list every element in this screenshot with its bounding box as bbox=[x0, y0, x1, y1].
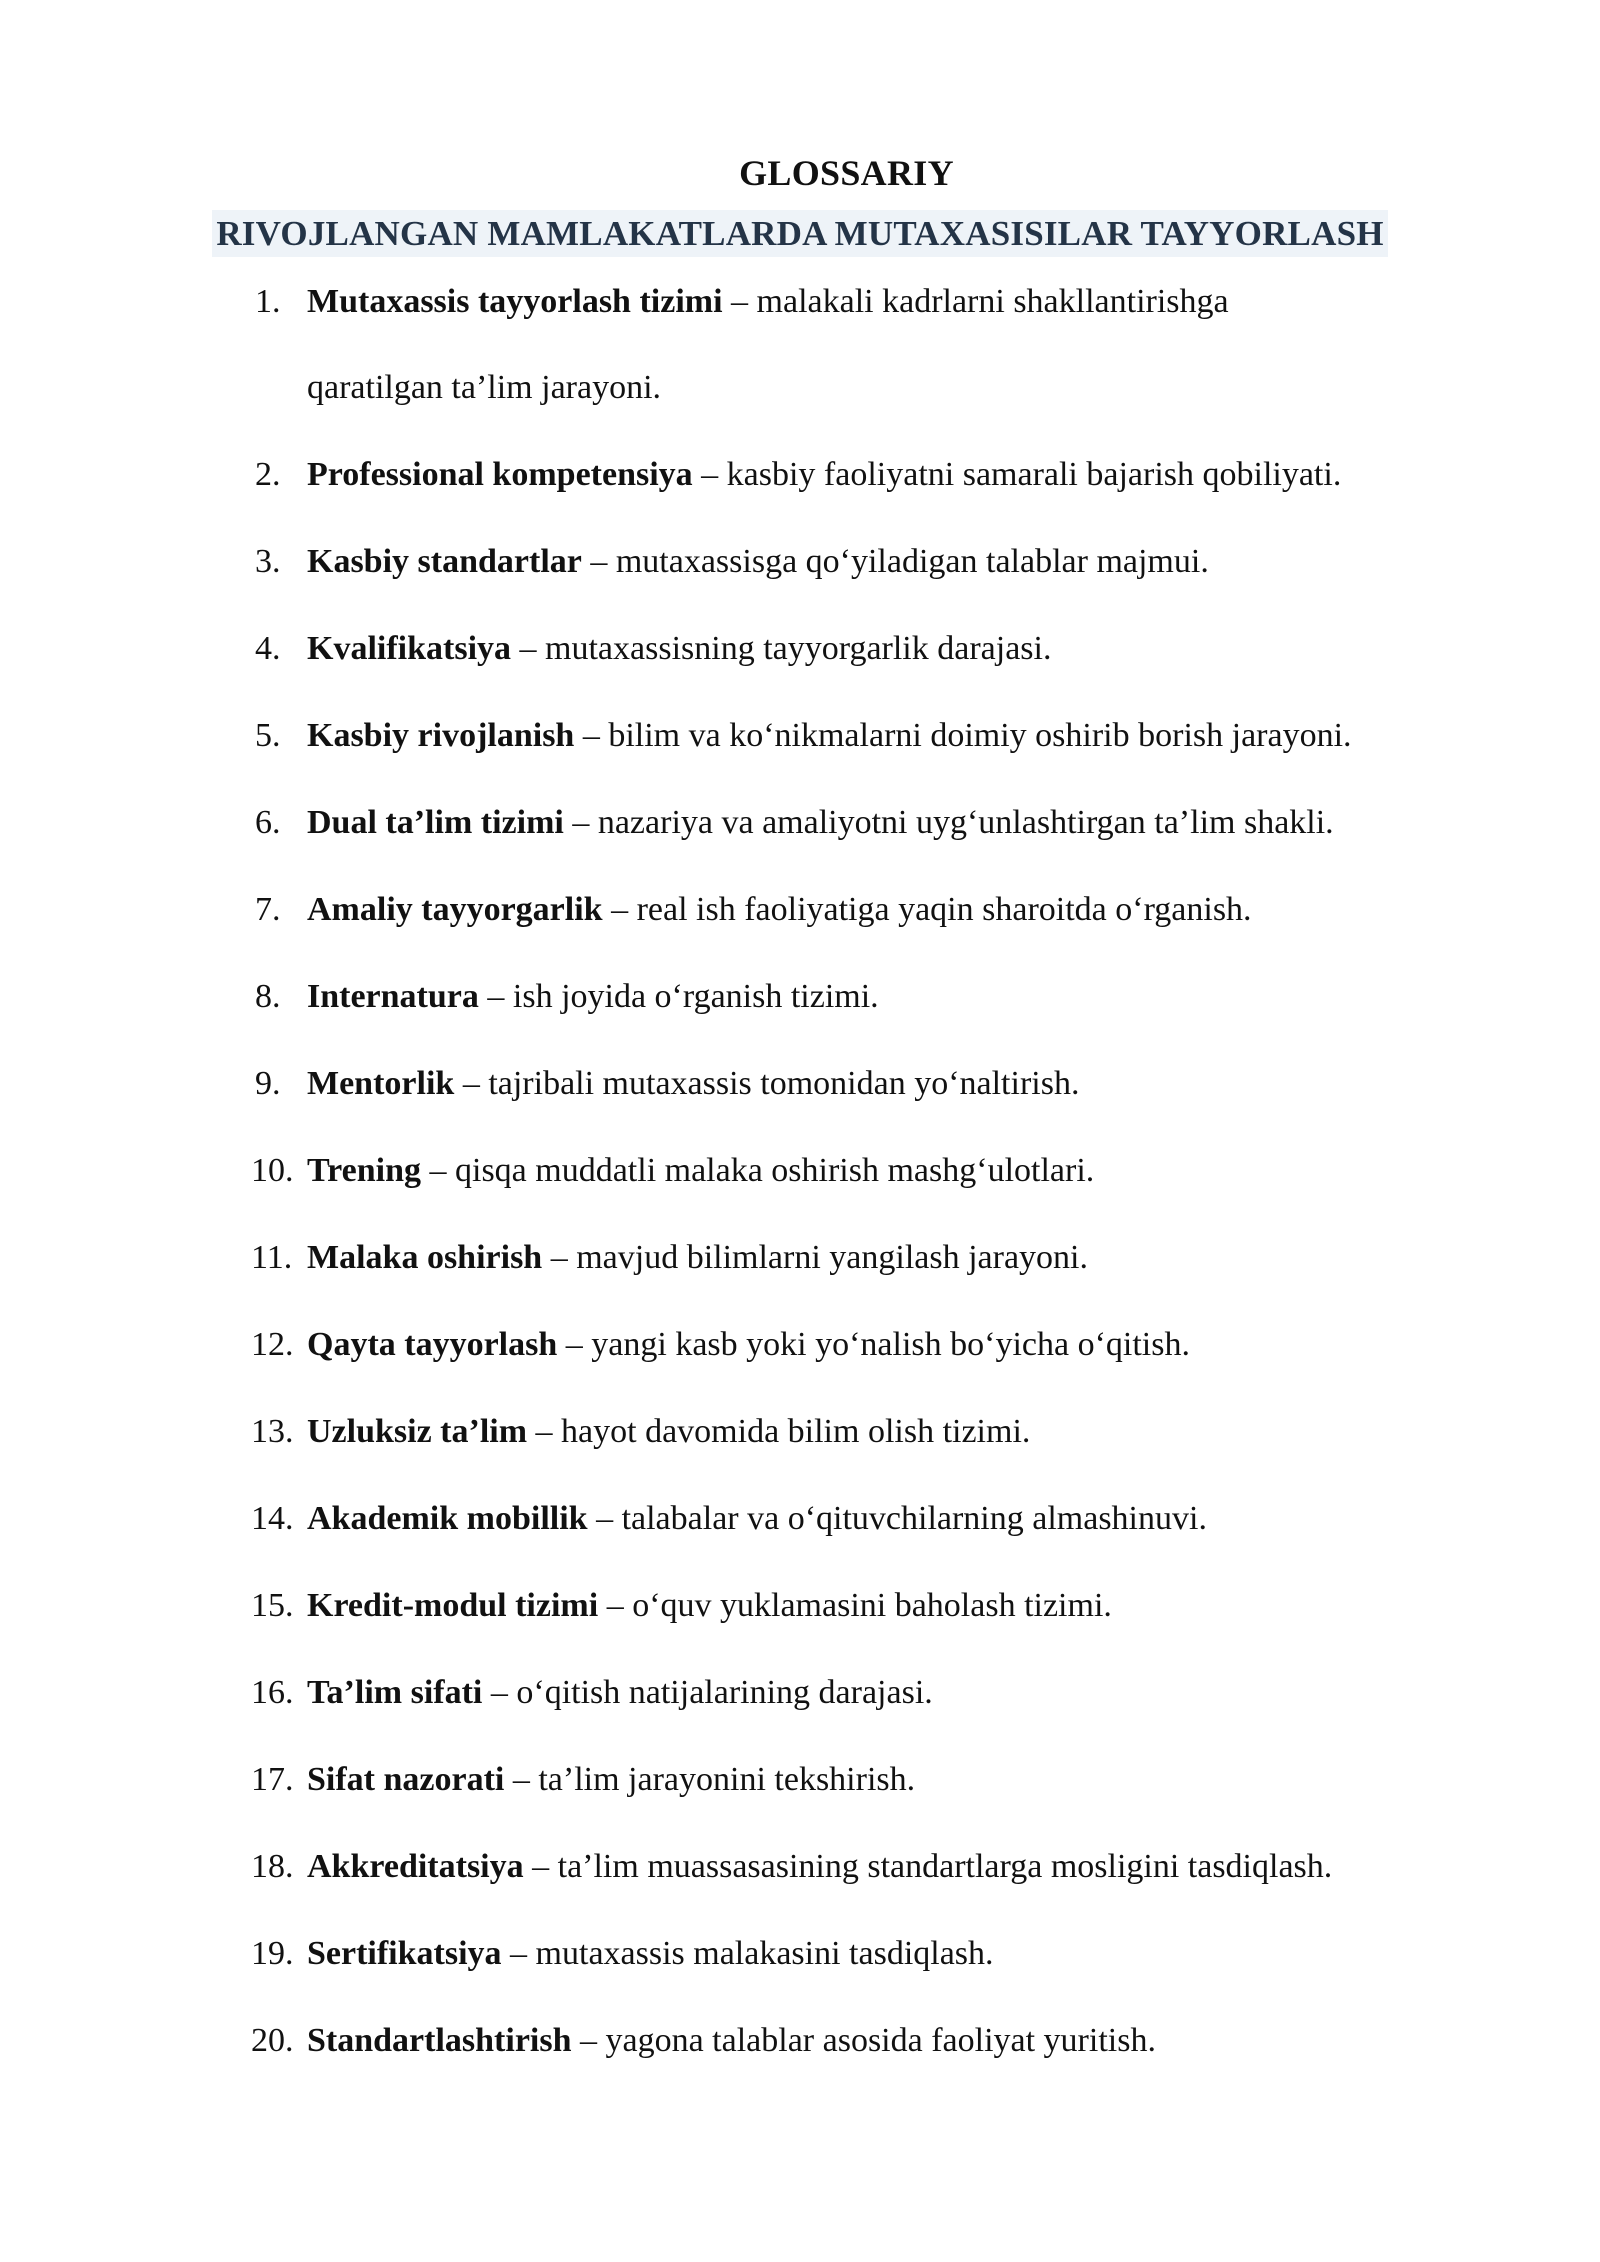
glossary-item bbox=[251, 1932, 1495, 1976]
item-number: 14. bbox=[251, 1500, 294, 1537]
item-term: Uzluksiz ta’lim bbox=[307, 1413, 528, 1450]
item-number: 8. bbox=[255, 978, 281, 1015]
item-number: 13. bbox=[251, 1413, 294, 1450]
item-number: 1. bbox=[255, 283, 281, 320]
glossary-item bbox=[251, 1410, 1495, 1454]
item-definition: – nazariya va amaliyotni uyg‘unlashtirgan ta’lim shakli. bbox=[563, 804, 1334, 841]
document-subtitle-container bbox=[0, 210, 1600, 257]
document-subtitle: RIVOJLANGAN MAMLAKATLARDA MUTAXASISILAR TAYYORLASH bbox=[212, 210, 1387, 257]
item-definition: – hayot davomida bilim olish tizimi. bbox=[527, 1413, 1031, 1450]
item-definition-continuation: qaratilgan ta’lim jarayoni. bbox=[307, 369, 662, 406]
item-definition: – mutaxassisning tayyorgarlik darajasi. bbox=[511, 630, 1052, 667]
glossary-list bbox=[251, 280, 1495, 2106]
item-definition: – ta’lim jarayonini tekshirish. bbox=[504, 1761, 916, 1798]
item-number: 18. bbox=[251, 1848, 294, 1885]
item-term: Dual ta’lim tizimi bbox=[307, 804, 564, 841]
item-definition: – mavjud bilimlarni yangilash jarayoni. bbox=[542, 1239, 1088, 1276]
glossary-item bbox=[255, 627, 1495, 671]
item-term: Kasbiy rivojlanish bbox=[307, 717, 575, 754]
glossary-item bbox=[251, 1149, 1495, 1193]
item-definition: – real ish faoliyatiga yaqin sharoitda o‘rganish. bbox=[602, 891, 1252, 928]
item-definition: – bilim va ko‘nikmalarni doimiy oshirib borish jarayoni. bbox=[574, 717, 1352, 754]
item-term: Qayta tayyorlash bbox=[307, 1326, 558, 1363]
item-term: Mutaxassis tayyorlash tizimi bbox=[307, 283, 723, 320]
item-definition: – tajribali mutaxassis tomonidan yo‘naltirish. bbox=[454, 1065, 1080, 1102]
item-number: 7. bbox=[255, 891, 281, 928]
glossary-item bbox=[251, 1758, 1495, 1802]
item-number: 10. bbox=[251, 1152, 294, 1189]
document-title: GLOSSARIY bbox=[739, 153, 954, 193]
item-definition: – mutaxassis malakasini tasdiqlash. bbox=[501, 1935, 994, 1972]
item-number: 19. bbox=[251, 1935, 294, 1972]
glossary-item bbox=[255, 280, 1495, 410]
item-term: Mentorlik bbox=[307, 1065, 455, 1102]
item-definition: – yangi kasb yoki yo‘nalish bo‘yicha o‘qitish. bbox=[557, 1326, 1190, 1363]
item-definition: – talabalar va o‘qituvchilarning almashinuvi. bbox=[587, 1500, 1207, 1537]
item-definition: – mutaxassisga qo‘yiladigan talablar majmui. bbox=[581, 543, 1209, 580]
item-term: Ta’lim sifati bbox=[307, 1674, 483, 1711]
item-term: Professional kompetensiya bbox=[307, 456, 693, 493]
glossary-item bbox=[255, 453, 1495, 497]
item-number: 16. bbox=[251, 1674, 294, 1711]
item-number: 9. bbox=[255, 1065, 281, 1102]
item-term: Akademik mobillik bbox=[307, 1500, 588, 1537]
item-definition: – yagona talablar asosida faoliyat yuritish. bbox=[571, 2022, 1156, 2059]
item-definition: – kasbiy faoliyatni samarali bajarish qobiliyati. bbox=[692, 456, 1342, 493]
glossary-item bbox=[255, 975, 1495, 1019]
glossary-item bbox=[255, 801, 1495, 845]
item-number: 6. bbox=[255, 804, 281, 841]
item-definition: – ta’lim muassasasining standartlarga mosligini tasdiqlash. bbox=[523, 1848, 1333, 1885]
item-definition: – malakali kadrlarni shakllantirishga bbox=[722, 283, 1229, 320]
item-term: Sifat nazorati bbox=[307, 1761, 505, 1798]
item-term: Kvalifikatsiya bbox=[307, 630, 512, 667]
glossary-item bbox=[251, 1497, 1495, 1541]
item-term: Trening bbox=[307, 1152, 421, 1189]
item-term: Kasbiy standartlar bbox=[307, 543, 582, 580]
item-number: 20. bbox=[251, 2022, 294, 2059]
glossary-item bbox=[251, 1323, 1495, 1367]
item-term: Akkreditatsiya bbox=[307, 1848, 524, 1885]
item-number: 11. bbox=[251, 1239, 293, 1276]
glossary-item bbox=[255, 540, 1495, 584]
item-term: Amaliy tayyorgarlik bbox=[307, 891, 603, 928]
item-number: 4. bbox=[255, 630, 281, 667]
item-definition: – o‘qitish natijalarining darajasi. bbox=[482, 1674, 933, 1711]
glossary-item bbox=[251, 1236, 1495, 1280]
item-term: Standartlashtirish bbox=[307, 2022, 572, 2059]
glossary-item bbox=[255, 1062, 1495, 1106]
item-number: 2. bbox=[255, 456, 281, 493]
glossary-item bbox=[255, 714, 1495, 758]
glossary-item bbox=[251, 1845, 1495, 1889]
item-number: 17. bbox=[251, 1761, 294, 1798]
item-term: Internatura bbox=[307, 978, 479, 1015]
item-definition: – o‘quv yuklamasini baholash tizimi. bbox=[598, 1587, 1112, 1624]
glossary-item bbox=[251, 1671, 1495, 1715]
item-term: Sertifikatsiya bbox=[307, 1935, 502, 1972]
item-term: Kredit-modul tizimi bbox=[307, 1587, 599, 1624]
item-definition: – qisqa muddatli malaka oshirish mashg‘ulotlari. bbox=[421, 1152, 1095, 1189]
glossary-item bbox=[251, 1584, 1495, 1628]
glossary-item bbox=[255, 888, 1495, 932]
item-definition: – ish joyida o‘rganish tizimi. bbox=[478, 978, 879, 1015]
item-term: Malaka oshirish bbox=[307, 1239, 543, 1276]
item-number: 12. bbox=[251, 1326, 294, 1363]
item-number: 3. bbox=[255, 543, 281, 580]
item-number: 5. bbox=[255, 717, 281, 754]
glossary-item bbox=[251, 2019, 1495, 2063]
item-number: 15. bbox=[251, 1587, 294, 1624]
